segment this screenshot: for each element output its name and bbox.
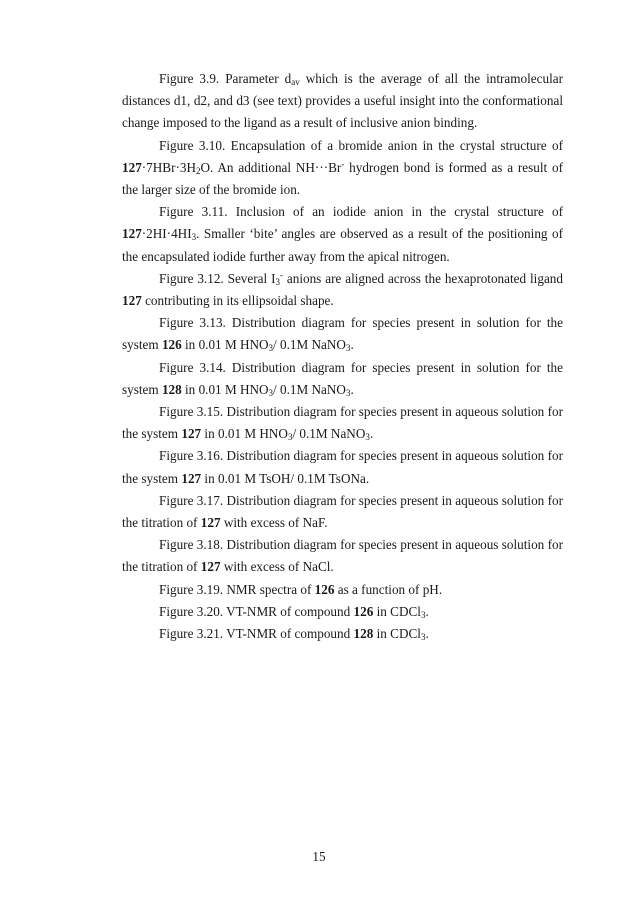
- caption-text: in 0.01 M HNO: [181, 381, 269, 397]
- caption-text: in 0.01 M TsOH/ 0.1M TsONa.: [201, 470, 370, 486]
- caption-text: Figure 3.20. VT-NMR of compound: [159, 603, 354, 619]
- caption-text: contributing in its ellipsoidal shape.: [141, 293, 334, 309]
- subscript: 3: [268, 387, 274, 398]
- caption-text: / 0.1M NaNO: [273, 381, 346, 397]
- figure-caption: [122, 445, 563, 489]
- compound-number: 128: [353, 626, 374, 642]
- caption-text: as a function of pH.: [334, 581, 443, 597]
- subscript: 3: [268, 343, 274, 354]
- subscript: 3: [191, 232, 197, 243]
- compound-number: 127: [181, 426, 202, 442]
- compound-number: 127: [181, 470, 202, 486]
- compound-number: 127: [200, 559, 221, 575]
- caption-text: which is the average of all the intramolecular distances d1, d2, and d3 (see text) provides a useful insight into the conformational change imposed to the ligand as a result of inclusive anion binding.: [122, 71, 563, 131]
- caption-text: Figure 3.21. VT-NMR of compound: [159, 626, 354, 642]
- caption-text: hydrogen bond is formed as a result of the larger size of the bromide ion.: [122, 159, 564, 198]
- caption-text: in CDCl: [373, 626, 421, 642]
- figure-caption: [122, 357, 563, 401]
- figure-caption: [122, 312, 563, 356]
- caption-text: .: [425, 603, 429, 619]
- figure-caption: [122, 534, 563, 578]
- caption-text: Figure 3.17. Distribution diagram for species present in aqueous solution for the titration of: [122, 492, 563, 531]
- caption-text: .: [350, 381, 354, 397]
- caption-text: in 0.01 M HNO: [201, 426, 288, 442]
- figure-caption: [122, 68, 563, 135]
- caption-text: Figure 3.19. NMR spectra of: [159, 581, 315, 597]
- caption-text: .: [350, 337, 354, 353]
- caption-text: . Smaller ‘bite’ angles are observed as a result of the positioning of the encapsulated iodide further away from the apical nitrogen.: [122, 226, 563, 264]
- caption-text: O. An additional NH···Br: [200, 159, 342, 175]
- figure-caption: [122, 579, 563, 601]
- caption-text: in CDCl: [373, 603, 421, 619]
- caption-text: Figure 3.13. Distribution diagram for species present in solution for the system: [122, 315, 563, 353]
- figure-caption: [122, 623, 563, 645]
- caption-text: ·2HI·4HI: [141, 226, 192, 242]
- figure-caption: [122, 268, 563, 312]
- subscript: 3: [365, 432, 370, 443]
- compound-number: 127: [122, 226, 142, 242]
- caption-text: in 0.01 M HNO: [181, 337, 269, 353]
- figure-caption: [122, 601, 563, 623]
- compound-number: 127: [200, 515, 221, 531]
- subscript: 2: [196, 165, 201, 176]
- figure-caption: [122, 201, 563, 268]
- caption-text: Figure 3.11. Inclusion of an iodide anion in the crystal structure of: [159, 204, 563, 220]
- subscript: 3: [345, 387, 351, 398]
- caption-text: with excess of NaCl.: [220, 559, 334, 575]
- caption-text: Figure 3.16. Distribution diagram for species present in aqueous solution for the system: [122, 448, 563, 486]
- figure-caption: [122, 135, 563, 202]
- caption-text: / 0.1M NaNO: [292, 426, 366, 442]
- subscript: 3: [275, 276, 280, 287]
- figure-caption-list: [122, 68, 563, 645]
- compound-number: 128: [161, 381, 182, 397]
- caption-text: anions are aligned across the hexaprotonated ligand: [282, 270, 563, 286]
- compound-number: 127: [122, 293, 142, 309]
- caption-text: .: [369, 426, 374, 442]
- subscript: 3: [420, 632, 426, 643]
- caption-text: Figure 3.9. Parameter d: [159, 71, 292, 86]
- compound-number: 126: [161, 337, 182, 353]
- caption-text: / 0.1M NaNO: [273, 337, 346, 353]
- caption-text: ·7HBr·3H: [141, 159, 196, 175]
- caption-text: Figure 3.10. Encapsulation of a bromide anion in the crystal structure of: [159, 137, 563, 153]
- caption-text: with excess of NaF.: [220, 515, 328, 531]
- subscript: 3: [287, 432, 293, 443]
- subscript: 3: [420, 609, 426, 620]
- caption-text: Figure 3.14. Distribution diagram for species present in solution for the system: [122, 359, 563, 397]
- superscript: -: [279, 269, 283, 280]
- caption-text: Figure 3.18. Distribution diagram for species present in aqueous solution for the titration of: [122, 537, 563, 575]
- compound-number: 127: [122, 159, 142, 175]
- figure-caption: [122, 490, 563, 534]
- figure-caption: [122, 401, 563, 445]
- subscript: av: [291, 77, 300, 87]
- caption-text: Figure 3.15. Distribution diagram for species present in aqueous solution for the system: [122, 404, 563, 442]
- caption-text: Figure 3.12. Several I: [159, 270, 276, 286]
- page-number: 15: [312, 849, 326, 864]
- caption-text: .: [425, 626, 429, 642]
- superscript: -: [341, 158, 345, 169]
- subscript: 3: [345, 343, 351, 354]
- compound-number: 126: [353, 603, 374, 619]
- compound-number: 126: [314, 581, 335, 597]
